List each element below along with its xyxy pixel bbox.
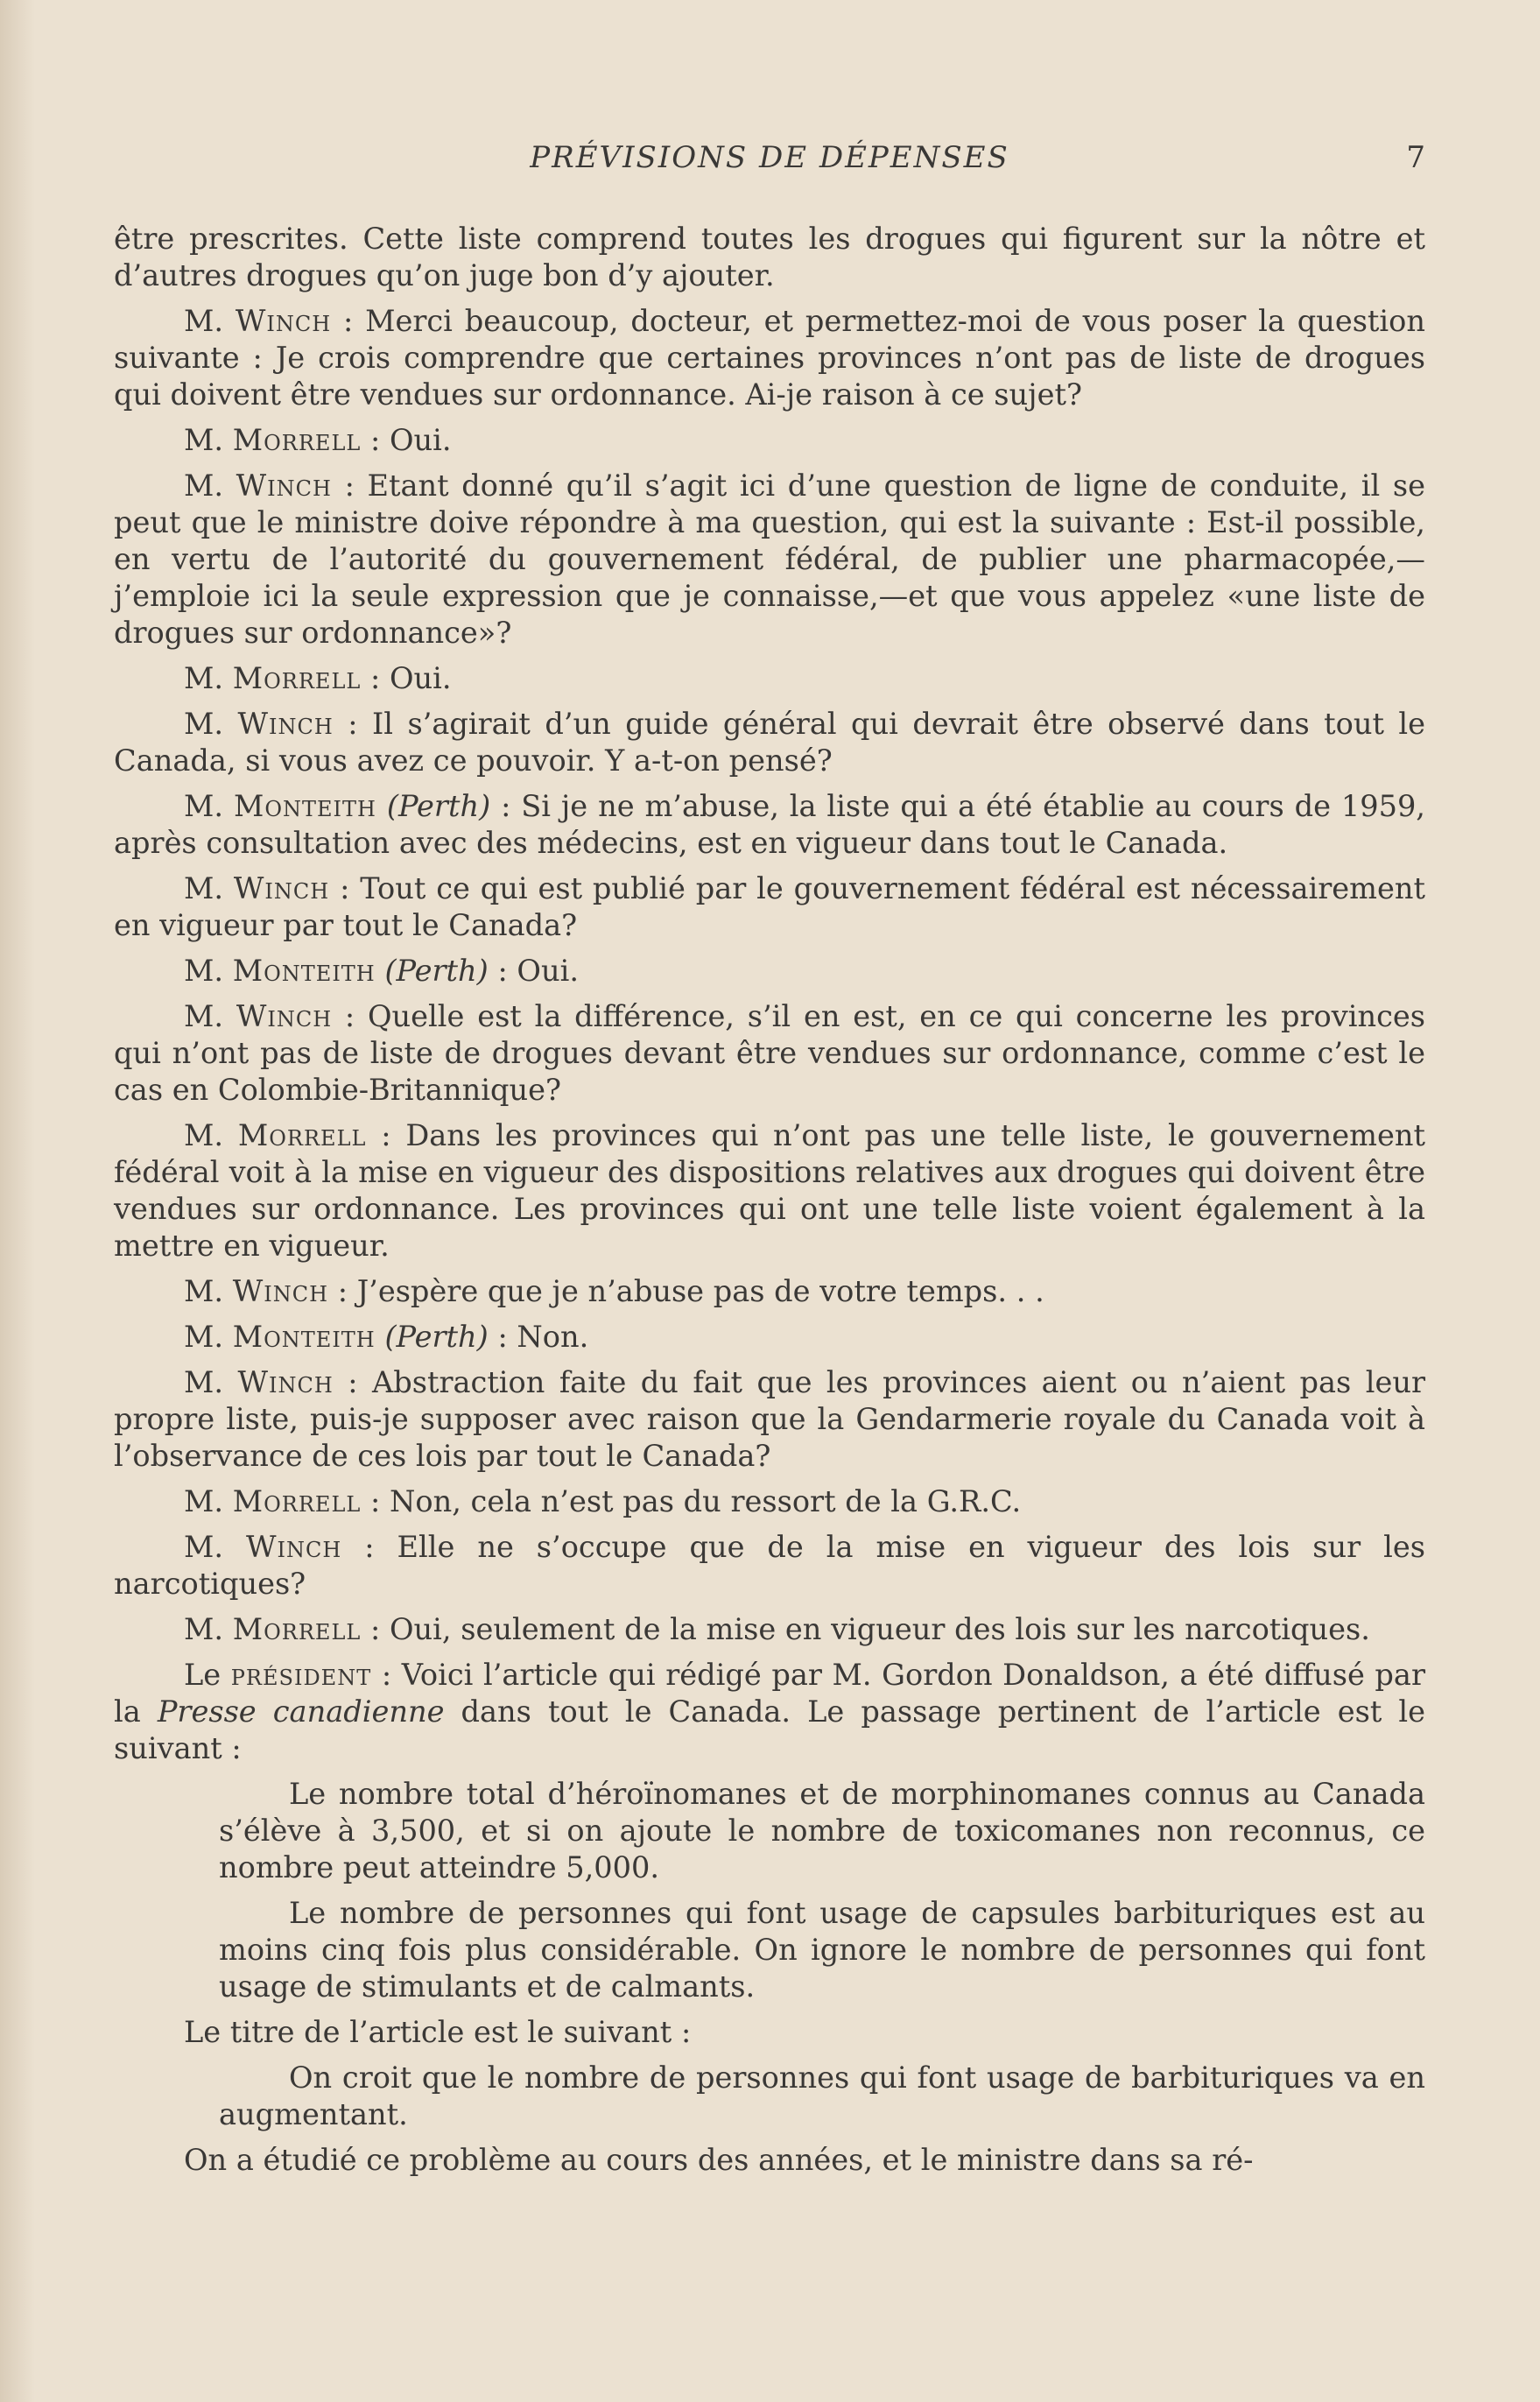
dialogue-paragraph: M. Morrell : Non, cela n’est pas du ressort de la G.R.C. (184, 1484, 1022, 1518)
speaker-name: Morrell (232, 1612, 362, 1646)
speaker-name: Winch (236, 468, 332, 503)
dialogue-paragraph: M. Winch : Merci beaucoup, docteur, et permettez-moi de vous poser la question suivante : Je crois comprendre que certaines provinces n’ont pas de liste de drogues qui doivent être vendues sur ordonnance. Ai-je raison à ce sujet? (114, 304, 1425, 412)
riding-name: (Perth) (386, 789, 491, 823)
dialogue-paragraph: M. Morrell : Dans les provinces qui n’ont pas une telle liste, le gouvernement fédéral voit à la mise en vigueur des dispositions relatives aux drogues qui doivent être vendues sur ordonnance. Les provinces qui ont une telle liste voient également à la mettre en vigueur. (114, 1118, 1425, 1263)
riding-name: (Perth) (384, 954, 489, 988)
dialogue-paragraph: M. Monteith (Perth) : Oui. (184, 954, 579, 988)
quote-paragraph: Le nombre total d’héroïnomanes et de morphinomanes connus au Canada s’élève à 3,500, et si on ajoute le nombre de toxicomanes non reconnus, ce nombre peut atteindre 5,000. (219, 1777, 1425, 1884)
speaker-name: Morrell (232, 661, 362, 695)
page-number: 7 (1406, 140, 1425, 175)
running-header (114, 140, 1425, 184)
speaker-name: Morrell (232, 423, 362, 457)
dialogue-paragraph: M. Morrell : Oui, seulement de la mise en vigueur des lois sur les narcotiques. (184, 1612, 1370, 1646)
header-title: PRÉVISIONS DE DÉPENSES (530, 140, 1009, 175)
speaker-name: Monteith (232, 954, 376, 988)
dialogue-paragraph: M. Winch : J’espère que je n’abuse pas de votre temps. . . (184, 1274, 1044, 1308)
speaker-name: Winch (233, 871, 330, 905)
dialogue-paragraph: M. Winch : Elle ne s’occupe que de la mise en vigueur des lois sur les narcotiques? (114, 1530, 1425, 1601)
dialogue-paragraph: M. Monteith (Perth) : Si je ne m’abuse, la liste qui a été établie au cours de 1959, après consultation avec des médecins, est en vigueur dans tout le Canada. (114, 789, 1425, 860)
dialogue-paragraph: être prescrites. Cette liste comprend toutes les drogues qui figurent sur la nôtre et d’autres drogues qu’on juge bon d’y ajouter. (114, 222, 1425, 292)
speaker-name: Winch (235, 304, 332, 338)
dialogue-paragraph: M. Winch : Il s’agirait d’un guide général qui devrait être observé dans tout le Canada, si vous avez ce pouvoir. Y a-t-on pensé? (114, 707, 1426, 778)
dialogue-paragraph: M. Winch : Quelle est la différence, s’il en est, en ce qui concerne les provinces qui n’ont pas de liste de drogues devant être vendues sur ordonnance, comme c’est le cas en Colombie-Britannique? (114, 999, 1425, 1107)
dialogue-paragraph: M. Winch : Etant donné qu’il s’agit ici d’une question de ligne de conduite, il se peut que le ministre doive répondre à ma question, qui est la suivante : Est-il possible, en vertu de l’autorité du gouvernement fédéral, de publier une pharmacopée,—j’emploie ici la seule expression que je connaisse,—et que vous appelez «une liste de drogues sur ordonnance»? (114, 468, 1425, 650)
publication-name: Presse canadienne (157, 1694, 445, 1729)
speaker-name: Winch (236, 999, 333, 1033)
speaker-name: Winch (246, 1530, 342, 1564)
speaker-name: Morrell (232, 1484, 362, 1518)
title-intro-paragraph: Le titre de l’article est le suivant : (184, 2015, 692, 2049)
dialogue-paragraph: M. Morrell : Oui. (184, 423, 452, 457)
quote-paragraph: Le nombre de personnes qui font usage de capsules barbituriques est au moins cinq fois plus considérable. On ignore le nombre de personnes qui font usage de stimulants et de calmants. (219, 1896, 1425, 2004)
article-quote-1 (114, 1776, 1425, 2005)
speaker-name: Winch (237, 707, 334, 741)
speaker-name: Morrell (237, 1118, 367, 1152)
speaker-name: président (230, 1658, 372, 1692)
dialogue-section (114, 221, 1425, 1648)
dialogue-paragraph: M. Winch : Abstraction faite du fait que les provinces aient ou n’aient pas leur propre liste, puis-je supposer avec raison que la Gendarmerie royale du Canada voit à l’observance de ces lois par tout le Canada? (114, 1365, 1425, 1473)
speaker-name: Winch (237, 1365, 334, 1399)
dialogue-paragraph: M. Winch : Tout ce qui est publié par le gouvernement fédéral est nécessairement en vigueur par tout le Canada? (114, 871, 1425, 942)
riding-name: (Perth) (384, 1320, 489, 1354)
speaker-name: Monteith (232, 1320, 376, 1354)
body-text (114, 221, 1425, 2187)
president-paragraph: Le président : Voici l’article qui rédigé par M. Gordon Donaldson, a été diffusé par la Presse canadienne dans tout le Canada. Le passage pertinent de l’article est le suivant : (114, 1658, 1426, 1765)
quote-paragraph: On croit que le nombre de personnes qui font usage de barbituriques va en augmentant. (219, 2060, 1425, 2131)
dialogue-paragraph: M. Monteith (Perth) : Non. (184, 1320, 589, 1354)
article-quote-2 (114, 2060, 1425, 2133)
page-edge-shading (0, 0, 35, 2402)
dialogue-paragraph: M. Morrell : Oui. (184, 661, 452, 695)
speaker-name: Monteith (233, 789, 376, 823)
speaker-name: Winch (232, 1274, 329, 1308)
closing-paragraph: On a étudié ce problème au cours des années, et le ministre dans sa ré- (184, 2143, 1254, 2177)
